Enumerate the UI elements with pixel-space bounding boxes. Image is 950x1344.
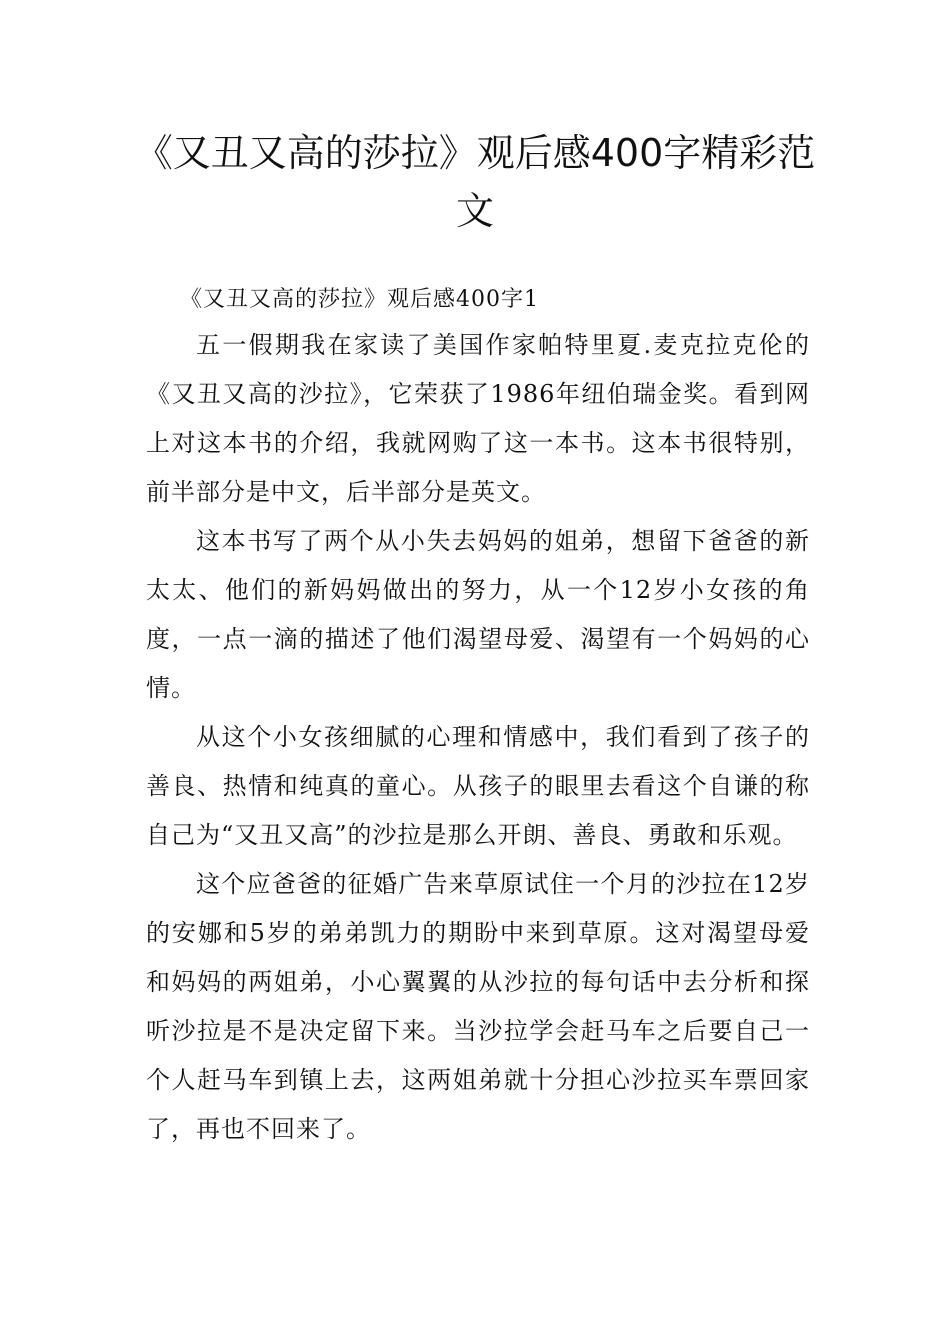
section-heading: 《又丑又高的莎拉》观后感400字1 (180, 287, 539, 312)
paragraph-1: 五一假期我在家读了美国作家帕特里夏.麦克拉克伦的《又丑又高的沙拉》，它荣获了1986年纽伯瑞金奖。看到网上对这本书的介绍，我就网购了这一本书。这本书很特别，前半部分是中文，后半部分是英文。 (146, 331, 810, 506)
paragraph-4: 这个应爸爸的征婚广告来草原试住一个月的沙拉在12岁的安娜和5岁的弟弟凯力的期盼中来到草原。这对渴望母爱和妈妈的两姐弟，小心翼翼的从沙拉的每句话中去分析和探听沙拉是不是决定留下来。当沙拉学会赶马车之后要自己一个人赶马车到镇上去，这两姐弟就十分担心沙拉买车票回家了，再也不回来了。 (146, 870, 810, 1143)
document-body (146, 280, 810, 1154)
paragraph-3: 从这个小女孩细腻的心理和情感中，我们看到了孩子的善良、热情和纯真的童心。从孩子的眼里去看这个自谦的称自己为“又丑又高”的沙拉是那么开朗、善良、勇敢和乐观。 (146, 723, 810, 849)
paragraph-2: 这本书写了两个从小失去妈妈的姐弟，想留下爸爸的新太太、他们的新妈妈做出的努力，从一个12岁小女孩的角度，一点一滴的描述了他们渴望母爱、渴望有一个妈妈的心情。 (146, 527, 810, 702)
document-title: 《又丑又高的莎拉》观后感400字精彩范文 (134, 131, 816, 233)
